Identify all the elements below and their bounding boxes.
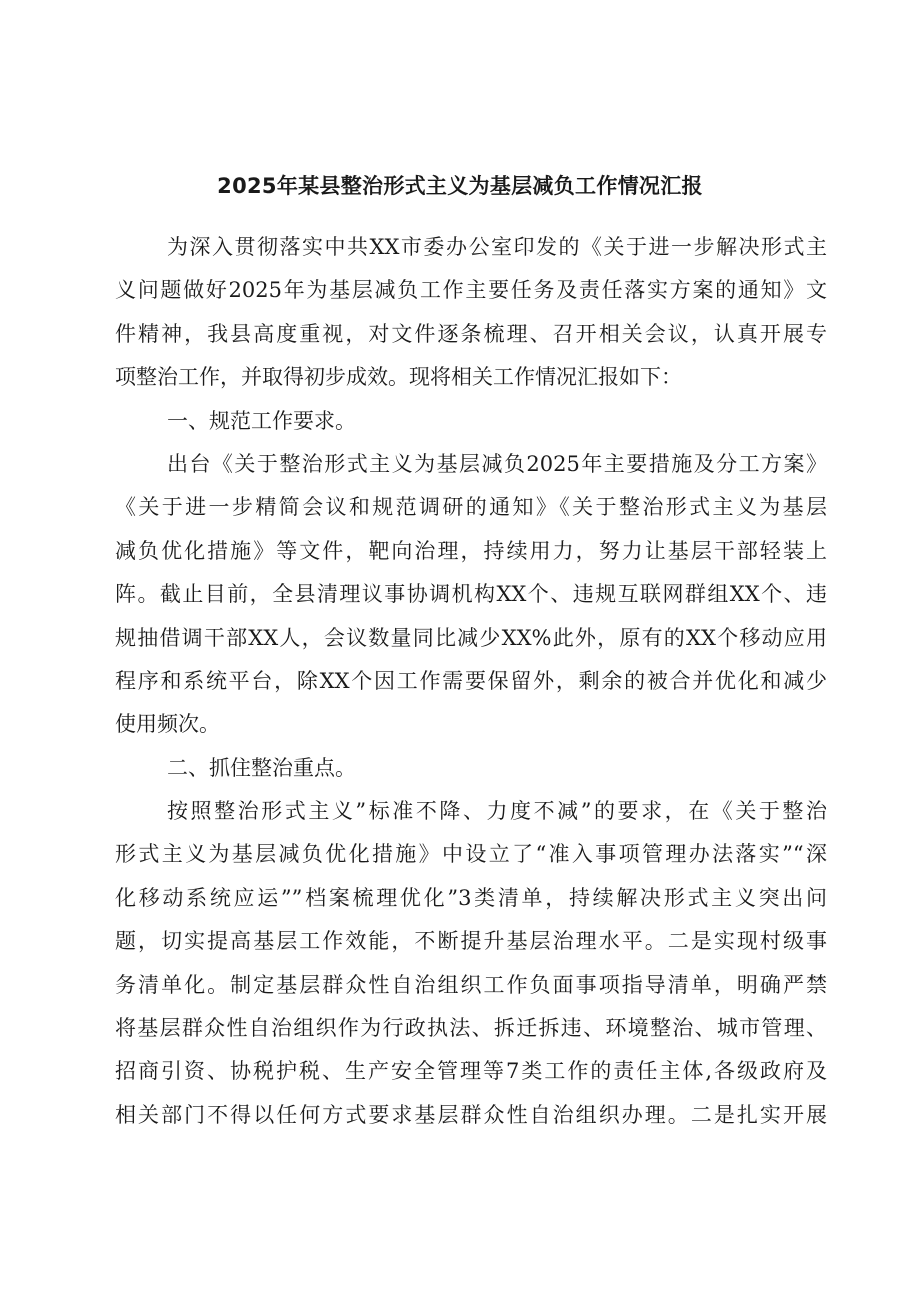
document-body xyxy=(115,226,827,1137)
paragraph-line: 程序和系统平台，除XX个因工作需要保留外，剩余的被合并优化和减少 xyxy=(115,668,827,693)
paragraph-line: 题，切实提高基层工作效能，不断提升基层治理水平。二是实现村级事 xyxy=(115,929,827,954)
paragraph-line: 出台《关于整治形式主义为基层减负2025年主要措施及分工方案》 xyxy=(167,451,827,476)
paragraph-line: 形式主义为基层减负优化措施》中设立了“准入事项管理办法落实”“深 xyxy=(115,842,827,867)
paragraph-line: 项整治工作，并取得初步成效。现将相关工作情况汇报如下： xyxy=(115,365,682,390)
paragraph-line: 使用频次。 xyxy=(115,712,220,737)
paragraph-line: 化移动系统应运””档案梳理优化”3类清单，持续解决形式主义突出问 xyxy=(115,885,827,910)
paragraph-line: 按照整治形式主义”标准不降、力度不减”的要求，在《关于整治 xyxy=(167,799,827,824)
paragraph-line: 招商引资、协税护税、生产安全管理等7类工作的责任主体,各级政府及 xyxy=(115,1059,827,1084)
paragraph-line: 将基层群众性自治组织作为行政执法、拆迁拆违、环境整治、城市管理、 xyxy=(115,1016,827,1041)
paragraph-line: 相关部门不得以任何方式要求基层群众性自治组织办理。二是扎实开展 xyxy=(115,1102,827,1127)
section-heading: 二、抓住整治重点。 xyxy=(167,755,356,780)
paragraph-line: 件精神，我县高度重视，对文件逐条梳理、召开相关会议，认真开展专 xyxy=(115,321,827,346)
paragraph-line: 减负优化措施》等文件，靶向治理，持续用力，努力让基层干部轻装上 xyxy=(115,538,827,563)
paragraph-line: 义问题做好2025年为基层减负工作主要任务及责任落实方案的通知》文 xyxy=(115,278,827,303)
document-title: 2025年某县整治形式主义为基层减负工作情况汇报 xyxy=(217,174,703,198)
paragraph-line: 为深入贯彻落实中共XX市委办公室印发的《关于进一步解决形式主 xyxy=(167,235,827,259)
paragraph-line: 规抽借调干部XX人，会议数量同比减少XX%此外，原有的XX个移动应用 xyxy=(115,625,827,650)
section-heading: 一、规范工作要求。 xyxy=(167,408,356,433)
paragraph-line: 务清单化。制定基层群众性自治组织工作负面事项指导清单，明确严禁 xyxy=(115,972,827,997)
paragraph-line: 阵。截止目前，全县清理议事协调机构XX个、违规互联网群组XX个、违 xyxy=(115,582,827,607)
paragraph-line: 《关于进一步精简会议和规范调研的通知》《关于整治形式主义为基层 xyxy=(115,495,827,520)
